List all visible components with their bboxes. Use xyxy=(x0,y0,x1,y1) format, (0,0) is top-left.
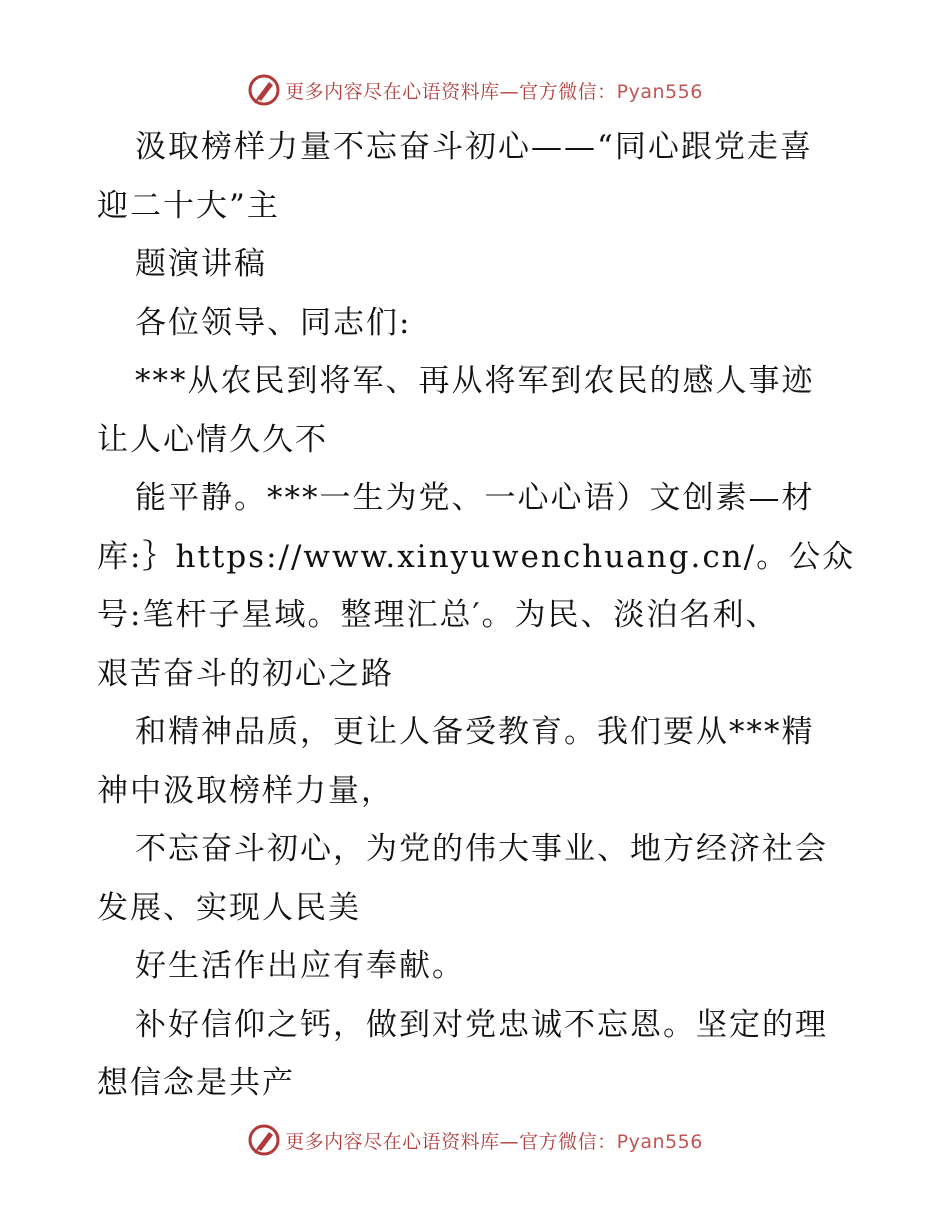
banner-text-main: 更多内容尽在心语资料库—官方微信： xyxy=(285,80,617,103)
banner-wechat-id: Pyan556 xyxy=(616,80,703,103)
text-line: 想信念是共产 xyxy=(97,1065,295,1101)
text-line: 号:笔杆子星域。整理汇总′。为民、淡泊名利、 xyxy=(97,597,779,633)
text-line: 神中汲取榜样力量， xyxy=(97,772,394,809)
text-line: 能平静。***一生为党、一心心语）文创素—材 xyxy=(135,480,815,516)
text-line: 好生活作出应有奉献。 xyxy=(135,948,465,984)
text-line: 汲取榜样力量不忘奋斗初心——“同心跟党走喜 xyxy=(135,129,813,165)
text-line: 艰苦奋斗的初心之路 xyxy=(97,655,394,692)
footer-watermark-banner xyxy=(0,1120,950,1160)
banner-text xyxy=(285,77,703,104)
text-line: ***从农民到将军、再从将军到农民的感人事迹 xyxy=(135,363,815,399)
text-line: 库:｝https://www.xinyuwenchuang.cn/。公众 xyxy=(97,538,856,575)
document-body xyxy=(97,118,857,1113)
text-line: 和精神品质，更让人备受教育。我们要从***精 xyxy=(135,714,815,750)
banner-text xyxy=(285,1127,703,1154)
banner-text-main: 更多内容尽在心语资料库—官方微信： xyxy=(285,1130,617,1153)
pen-logo-icon xyxy=(247,1123,281,1157)
text-line: 发展、实现人民美 xyxy=(97,889,361,926)
header-watermark-banner xyxy=(0,70,950,110)
text-line: 补好信仰之钙，做到对党忠诚不忘恩。坚定的理 xyxy=(135,1006,828,1043)
text-line: 让人心情久久不 xyxy=(97,421,328,458)
text-line: 题演讲稿 xyxy=(135,246,267,282)
pen-logo-icon xyxy=(247,73,281,107)
text-line: 不忘奋斗初心，为党的伟大事业、地方经济社会 xyxy=(135,831,828,867)
text-line: 迎二十大”主 xyxy=(97,187,280,224)
banner-wechat-id: Pyan556 xyxy=(616,1130,703,1153)
text-line: 各位领导、同志们: xyxy=(135,304,412,341)
